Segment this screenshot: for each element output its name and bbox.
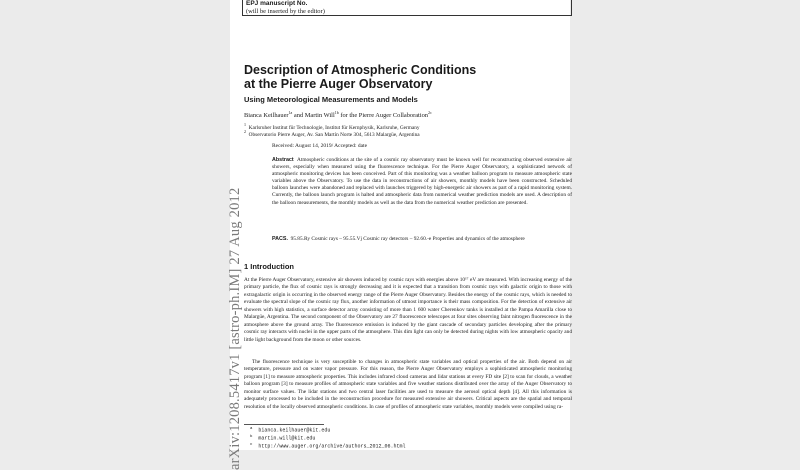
intro-paragraph-1: At the Pierre Auger Observatory, extensive air showers induced by cosmic rays with energies above 10¹⁷ eV are measured. With increasing energy of the primary particle, the flux of cosmic rays is strongly decreasing and it is expected that a transition from cosmic rays with galactic origin to those with extragalactic origin is occurring in the observed energy range of the Pierre Auger Observatory. Besides the energy of the cosmic rays, which is needed to evaluate the spectral slope of the cosmic ray flux, another information of utmost importance is their mass composition. For the detection of extensive air showers with high statistics, a surface detector array consisting of more than 1 600 water Cherenkov tanks is installed at the Pampa Amarilla close to Malargüe, Argentina. The second component of the Observatory are 27 fluorescence telescopes at four sites observing faint nitrogen fluorescence in the atmosphere above the ground array. The fluorescence emission is induced by the giant cascade of secondary particles developing after the primary cosmic ray interacts with nuclei in the upper parts of the atmosphere. This dim light can only be detected during nights with low atmospheric opacity and little light background from the moon or other sources. xyxy=(244,277,572,343)
author-2-mark: 1b xyxy=(334,110,339,115)
title-line-1: Description of Atmospheric Conditions xyxy=(244,63,477,77)
footnote-email[interactable]: bianca.keilhauer@kit.edu xyxy=(258,427,331,434)
footnote-link[interactable]: http://www.auger.org/archive/authors_2012_06.html xyxy=(258,443,406,450)
paper-subtitle: Using Meteorological Measurements and Models xyxy=(244,95,418,104)
arxiv-identifier: arXiv:1208.5417v1 [astro-ph.IM] 27 Aug 2012 xyxy=(227,187,243,470)
affiliation xyxy=(244,129,420,138)
intro-paragraph-2: The fluorescence technique is very susceptible to changes in atmospheric state variables and optical properties of the air. Both depend on air temperature, pressure and on water vapor pressure. For this reason, the Pierre Auger Observatory employs a sophisticated atmospheric monitoring program [1] to measure atmospheric properties. This includes infrared cloud cameras and lidar stations at every FD site [2] to scan for clouds, a weather balloon program [3] to measure profiles of atmospheric state variables and five weather stations distributed over the array of the Auger Observatory to monitor surface values. The lidar stations and two central laser facilities are used to measure the aerosol optical depth [4]. All this information is adequately processed to be included in the reconstruction procedure for measured extensive air showers. Critical aspects are the spatial and temporal resolution of the locally observed atmospheric conditions. In case of profiles of atmospheric state variables, monthly models were compiled using ra- xyxy=(244,359,572,410)
abstract xyxy=(272,157,572,207)
author-1-mark: 1a xyxy=(288,110,293,115)
affiliation-num: 2 xyxy=(244,129,246,134)
title-line-2: at the Pierre Auger Observatory xyxy=(244,76,433,91)
footnote-mark: b xyxy=(250,435,253,439)
affiliation-text: Karlsruher Institut für Technologie, Institut für Kernphysik, Karlsruhe, Germany xyxy=(248,124,420,131)
manuscript-label: EPJ manuscript No. xyxy=(246,0,308,7)
footnote xyxy=(250,426,330,434)
left-margin xyxy=(0,0,230,450)
footnote-email[interactable]: martin.will@kit.edu xyxy=(258,435,316,442)
abstract-label: Abstract xyxy=(272,157,294,163)
affiliation-num: 1 xyxy=(244,122,246,127)
author-2: and Martin Will xyxy=(292,112,335,120)
received-dates: Received: August 14, 2019/ Accepted: date xyxy=(272,143,368,149)
author-1: Bianca Keilhauer xyxy=(244,112,289,120)
footnote-mark: a xyxy=(250,427,253,431)
footnote-mark: c xyxy=(250,443,253,447)
abstract-text: Atmospheric conditions at the site of a cosmic ray observatory must be known well for reconstructing observed extensive air showers, especially when measured using the fluorescence technique. For the Pierre Auger Observatory, a sophisticated network of atmospheric monitoring devices has been conceived. Part of this monitoring was a weather balloon program to measure atmospheric state variables above the Observatory. To use the data in reconstructions of air showers, monthly models have been constructed. Scheduled balloon launches were abandoned and replaced with launches triggered by high-energetic air showers as part of a rapid monitoring system. Currently, the balloon launch program is halted and atmospheric data from numerical weather prediction models are used. A description of the balloon measurements, the monthly models as well as the data from the numerical weather prediction are presented. xyxy=(272,157,572,206)
collaboration: for the Pierre Auger Collaboration xyxy=(338,112,428,120)
paper-title xyxy=(244,64,544,91)
collaboration-mark: 2c xyxy=(428,110,432,115)
footnote xyxy=(250,442,405,450)
footnote-rule xyxy=(244,424,324,425)
section-heading: 1 Introduction xyxy=(244,262,294,271)
author-list xyxy=(244,110,432,119)
manuscript-note: (will be inserted by the editor) xyxy=(246,7,325,15)
footnote xyxy=(250,434,315,442)
affiliation-text: Observatorio Pierre Auger, Av. San Martín Norte 304, 5613 Malargüe, Argentina xyxy=(248,131,420,138)
right-margin xyxy=(570,0,800,450)
pacs-text: 95.85.Ry Cosmic rays – 95.55.Vj Cosmic ray detectors – 92.60.-e Properties and dynamics of the atmosphere xyxy=(290,236,525,242)
manuscript-box xyxy=(242,0,572,16)
pacs-label: PACS. xyxy=(272,236,288,242)
pacs-codes xyxy=(272,236,572,243)
